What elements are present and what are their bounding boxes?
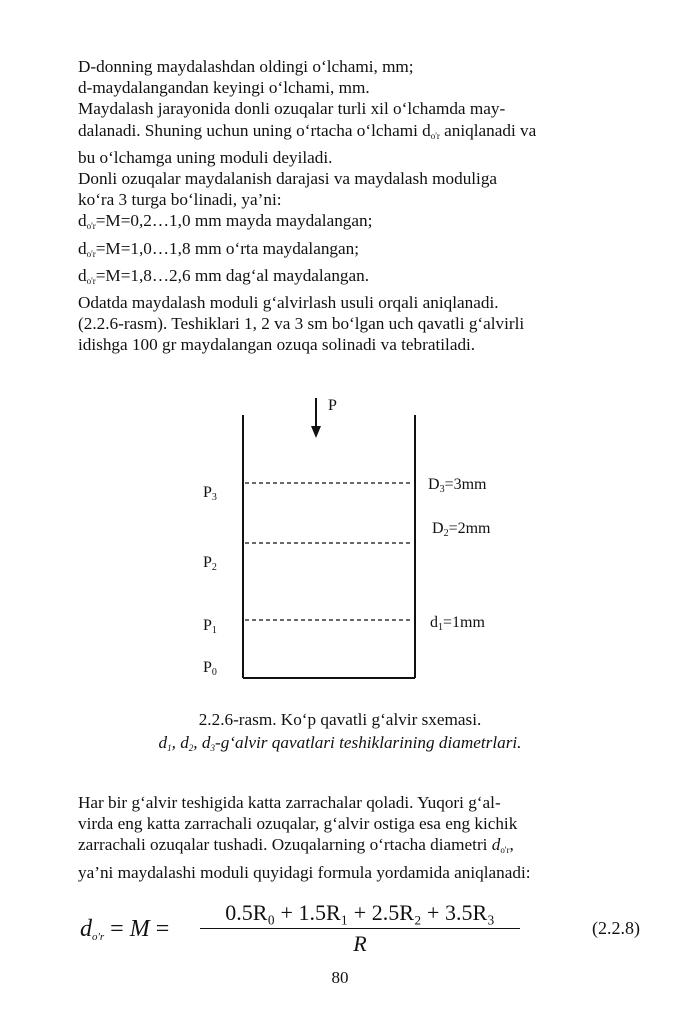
formula-M: M	[129, 916, 150, 942]
list-d: d	[78, 211, 87, 231]
formula-denominator: R	[353, 931, 367, 956]
page-number: 80	[331, 968, 349, 987]
body-text-bottom	[78, 792, 638, 883]
formula-number: (2.2.8)	[592, 918, 640, 938]
formula-fraction	[200, 900, 520, 957]
formula-d-sub: o'r	[92, 931, 105, 943]
paragraph-4-line-d: ya’ni maydalashi moduli quyidagi formula yordamida aniqlanadi:	[78, 862, 531, 882]
paragraph-4-line-b: virda eng katta zarrachali ozuqalar, g‘alvir ostiga esa eng kichik	[78, 814, 518, 834]
force-label: P	[328, 397, 337, 414]
caption-s1: 1	[167, 743, 172, 753]
paragraph-4-d: d	[491, 835, 501, 855]
figure-caption-legend: $d_1$, $d_2$, $d_3-g‘alvir$ qavatlari teshiklarining diametrlari.	[158, 733, 522, 753]
label-p3: P3	[203, 484, 217, 503]
formula-lhs	[80, 916, 169, 943]
paragraph-2-line-a: Donli ozuqalar maydalanish darajasi va maydalash moduliga	[78, 169, 498, 189]
label-p2: P2	[203, 554, 217, 573]
definition-d: d-maydalangandan keyingi o‘lchami, mm.	[78, 78, 370, 98]
list-sub: o'r	[86, 248, 96, 259]
caption-s2: 2	[188, 743, 194, 753]
label-d3: D3=3mm	[428, 476, 487, 495]
label-d2: D2=2mm	[432, 520, 491, 539]
paragraph-4-line-c: zarrachali ozuqalar tushadi. Ozuqalarning o‘rtacha diametri	[78, 835, 492, 855]
paragraph-4-comma: ,	[509, 835, 514, 855]
caption-s3: 3	[210, 743, 215, 753]
label-d1: d1=1mm	[430, 614, 485, 633]
caption-d3: d	[201, 733, 211, 752]
paragraph-2-line-b: ko‘ra 3 turga bo‘linadi, ya’ni:	[78, 190, 282, 210]
caption-title: 2.2.6-rasm. Ko‘p qavatli g‘alvir sxemasi.	[198, 710, 482, 729]
list-sub: o'r	[86, 275, 96, 286]
paragraph-3-line-a: Odatda maydalash moduli g‘alvirlash usuli orqali aniqlanadi.	[78, 293, 499, 313]
label-p1: P1	[203, 617, 217, 636]
paragraph-1	[78, 98, 638, 168]
label-p0: P0	[203, 659, 217, 678]
list-item-coarse	[78, 265, 638, 292]
d-or-subscript: o'r	[430, 130, 440, 141]
definition-D: D-donning maydalashdan oldingi o‘lchami, mm;	[78, 57, 414, 76]
formula-eq2: =	[149, 916, 170, 942]
paragraph-4-sub: o'r	[500, 845, 510, 856]
formula-2-2-8	[80, 900, 640, 960]
fraction-bar	[200, 928, 520, 929]
paragraph-3-line-c: idishga 100 gr maydalangan ozuqa solinadi va tebratiladi.	[78, 335, 476, 355]
paragraph-1-line-a: Maydalash jarayonida donli ozuqalar turli xil o‘lchamda may-	[78, 99, 506, 119]
formula-numerator: 0.5R₀ + 1.5R₁ + 2.5R₂ + 3.5R₃	[225, 900, 495, 925]
list-item-fine	[78, 210, 638, 237]
list-item-medium	[78, 238, 638, 265]
paragraph-4	[78, 792, 638, 883]
figure-caption	[0, 710, 680, 730]
body-text-top	[78, 56, 638, 356]
list-item-1-text: =M=0,2…1,0 mm mayda maydalangan;	[95, 211, 373, 231]
caption-d1: d	[158, 733, 168, 752]
force-arrow-icon	[311, 398, 321, 438]
paragraph-1-line-b-end: aniqlanadi va	[439, 120, 537, 140]
list-item-3-text: =M=1,8…2,6 mm dag‘al maydalangan.	[95, 265, 370, 285]
list-item-2-text: =M=1,0…1,8 mm o‘rta maydalangan;	[95, 238, 360, 258]
list-d: d	[78, 265, 87, 285]
paragraph-3-line-b: (2.2.6-rasm). Teshiklari 1, 2 va 3 sm bo‘lgan uch qavatli g‘alvirli	[78, 314, 525, 334]
formula-d: d	[80, 916, 92, 942]
caption-rest: -g‘alvir qavatlari teshiklarining diametrlari.	[214, 733, 522, 752]
paragraph-2	[78, 168, 638, 210]
list-sub: o'r	[86, 221, 96, 232]
paragraph-4-line-a: Har bir g‘alvir teshigida katta zarrachalar qoladi. Yuqori g‘al-	[78, 793, 501, 812]
caption-d2: d	[180, 733, 189, 752]
paragraph-1-line-b: dalanadi. Shuning uchun uning o‘rtacha o‘lchami d	[78, 120, 431, 140]
paragraph-1-line-c: bu o‘lchamga uning moduli deyiladi.	[78, 147, 333, 167]
formula-eq1: =	[104, 916, 130, 942]
paragraph-3	[78, 292, 638, 356]
list-d: d	[78, 238, 87, 258]
